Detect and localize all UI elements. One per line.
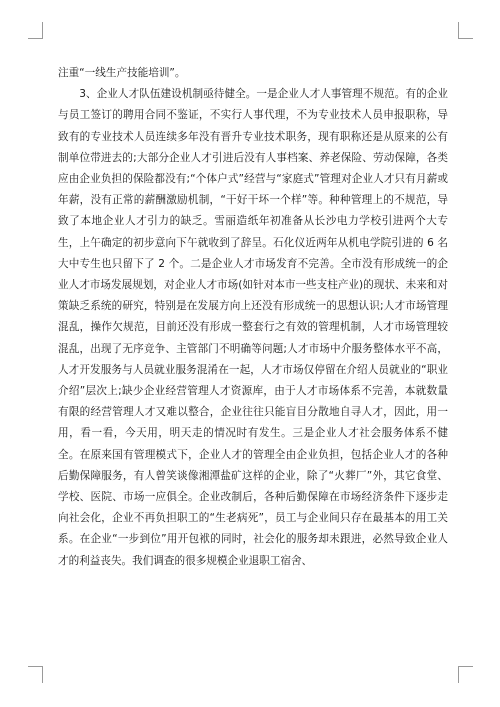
crop-mark-bottom-left xyxy=(28,666,43,683)
crop-mark-bottom-right xyxy=(458,666,473,683)
crop-mark-top-left xyxy=(28,22,43,39)
paragraph-continuation: 注重“一线生产技能培训”。 xyxy=(58,67,186,79)
crop-mark-top-right xyxy=(458,22,473,39)
document-body xyxy=(58,63,448,572)
paragraph-talent-mechanism: 3、企业人才队伍建设机制亟待健全。一是企业人才人事管理不规范。有的企业与员工签订的聘用合同不鉴证，不实行人事代理，不为专业技术人员申报职称，导致有的专业技术人员连续多年没有晋升专业技术职务，现有职称还是从原来的公有制单位带进去的;大部分企业人才引进后没有人事档案、养老保险、劳动保障，各类应由企业负担的保险都没有;“个体户式”经营与“家庭式”管理对企业人才只有月薪或年薪，没有正常的薪酬激励机制，“干好干坏一个样”等。种种管理上的不规范，导致了本地企业人才引力的缺乏。雪丽造纸年初准备从长沙电力学校引进两个大专生，上午确定的初步意向下午就收到了辞呈。石化仪近两年从机电学院引进的 6 名大中专生也只留下了 2 个。二是企业人才市场发育不完善。全市没有形成统一的企业人才市场发展规划，对企业人才市场(如针对本市一些支柱产业)的现状、未来和对策缺乏系统的研究，特别是在发展方向上还没有形成统一的思想认识;人才市场管理混乱，操作欠规范，目前还没有形成一整套行之有效的管理机制，人才市场管理较混乱，出现了无序竞争、主管部门不明确等问题;人才市场中介服务整体水平不高，人才开发服务与人员就业服务混淆在一起，人才市场仅停留在介绍人员就业的“职业介绍”层次上;缺少企业经营管理人才资源库，由于人才市场体系不完善，本就数量有限的经营管理人才又难以整合，企业往往只能盲目分散地自寻人才，因此，用一用，看一看，今天用，明天走的情况时有发生。三是企业人才社会服务体系不健全。在原来国有管理模式下，企业人才的管理全由企业负担，包括企业人才的各种后勤保障服务，有人曾笑谈像湘潭盐矿这样的企业，除了“火葬厂”外，其它食堂、学校、医院、市场一应俱全。企业改制后，各种后勤保障在市场经济条件下逐步走向社会化，企业不再负担职工的“生老病死”，员工与企业间只存在最基本的用工关系。在企业“一步到位”用开包袱的同时，社会化的服务却未跟进，必然导致企业人才的利益丧失。我们调查的很多规模企业退职工宿舍、 xyxy=(58,88,448,567)
